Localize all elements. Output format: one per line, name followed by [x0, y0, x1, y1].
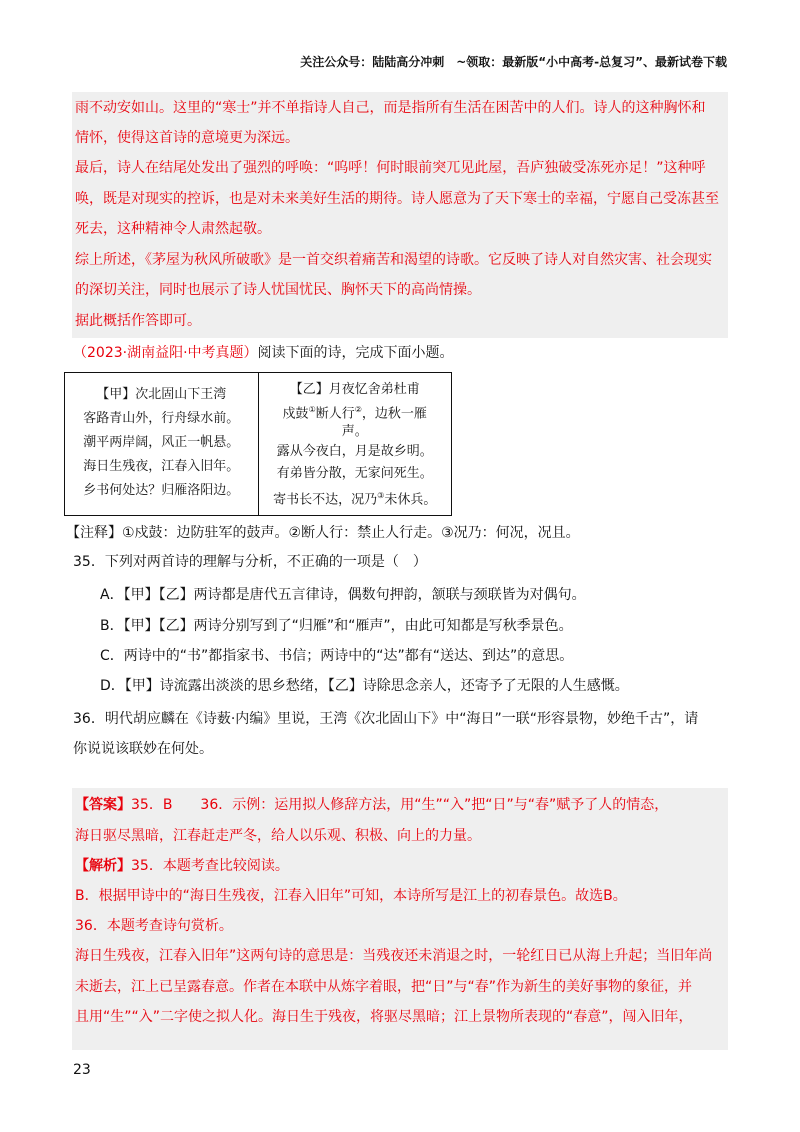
text-line: 的深切关注，同时也展示了诗人忧国忧民、胸怀天下的高尚情操。: [75, 282, 481, 298]
text-line: 综上所述，《茅屋为秋风所破歌》是一首交织着痛苦和渴望的诗歌。它反映了诗人对自然灾害、社会现实: [75, 252, 712, 268]
analysis-line: 【解析】35．本题考查比较阅读。: [75, 858, 289, 874]
analysis-line: 海日生残夜，江春入旧年”这两句诗的意思是：当残夜还未消退之时，一轮红日已从海上升起；当旧年尚: [75, 948, 713, 964]
poem-line: 有弟皆分散，无家问死生。: [276, 466, 433, 482]
analysis-line: 36．本题考查诗句赏析。: [75, 918, 233, 934]
answer-line: 【答案】35．B 36．示例：运用拟人修辞方法，用“生”“入”把“日”与“春”赋予了人的情态，: [75, 797, 669, 813]
analysis-line: 且用“生”“入”二字使之拟人化。海日生于残夜，将驱尽黑暗；江上景物所表现的“春意”，闯入旧年，: [75, 1009, 693, 1025]
text-line: 雨不动安如山。这里的“寒士”并不单指诗人自己，而是指所有生活在困苦中的人们。诗人的这种胸怀和: [75, 100, 706, 116]
analysis-line: 未逝去，江上已呈露春意。作者在本联中从炼字着眼，把“日”与“春”作为新生的美好事物的象征，并: [75, 979, 693, 995]
notes: 【注释】①戍鼓：边防驻军的鼓声。②断人行：禁止人行走。③况乃：何况，况且。: [66, 525, 580, 541]
option-a: A．【甲】【乙】两诗都是唐代五言律诗，偶数句押韵，颔联与颈联皆为对偶句。: [100, 587, 586, 603]
text-line: 最后，诗人在结尾处发出了强烈的呼唤：“呜呼！何时眼前突兀见此屋，吾庐独破受冻死亦足！”这种呼: [75, 160, 706, 176]
question-36: 36．明代胡应麟在《诗薮·内编》里说，王湾《次北固山下》中“海日”一联“形容景物，妙绝千古”，请: [73, 711, 699, 727]
question-intro: [73, 343, 454, 363]
poem-b-title: 【乙】月夜忆舍弟杜甫: [289, 382, 420, 397]
question-35: 35．下列对两首诗的理解与分析，不正确的一项是（ ）: [73, 554, 427, 570]
source-label: （2023·湖南益阳·中考真题）: [73, 345, 258, 361]
text-line: 唤，既是对现实的控诉，也是对未来美好生活的期待。诗人愿意为了天下寒士的幸福，宁愿自己受冻甚至: [75, 191, 719, 207]
poem-line: 寄书长不达，况乃③未休兵。: [273, 491, 437, 508]
option-c: C．两诗中的“书”都指家书、书信；两诗中的“达”都有“送达、到达”的意思。: [100, 648, 574, 664]
page-number: 23: [73, 1062, 91, 1078]
option-d: D．【甲】诗流露出淡淡的思乡愁绪，【乙】诗除思念亲人，还寄予了无限的人生感慨。: [100, 678, 629, 694]
text-line: 死去，这种精神令人肃然起敬。: [75, 221, 271, 237]
poem-line: 海日生残夜，江春入旧年。: [83, 459, 240, 474]
poem-table: [64, 372, 452, 516]
poem-line: 戍鼓①断人行②，边秋一雁: [282, 405, 427, 422]
question-36-cont: 你说说该联妙在何处。: [73, 741, 213, 757]
page-header: 关注公众号：陆陆高分冲刺 ~领取：最新版“小中高考-总复习”、最新试卷下载: [300, 55, 727, 69]
instruction: 阅读下面的诗，完成下面小题。: [257, 345, 454, 361]
text-line: 情怀，使得这首诗的意境更为深远。: [75, 130, 299, 146]
poem-a-title: 【甲】次北固山下王湾: [96, 387, 227, 402]
option-b: B．【甲】【乙】两诗分别写到了“归雁”和“雁声”，由此可知都是写秋季景色。: [100, 618, 573, 634]
poem-line: 潮平两岸阔，风正一帆悬。: [83, 435, 240, 450]
poem-line: 乡书何处达？归雁洛阳边。: [83, 483, 240, 498]
poem-a: [65, 373, 259, 515]
analysis-line: B．根据甲诗中的“海日生残夜，江春入旧年”可知，本诗所写是江上的初春景色。故选B。: [75, 888, 627, 904]
poem-b: [259, 373, 452, 515]
text-line: 据此概括作答即可。: [75, 313, 201, 329]
poem-line: 客路青山外，行舟绿水前。: [83, 411, 240, 426]
poem-line: 露从今夜白，月是故乡明。: [276, 444, 433, 460]
answer-line: 海日驱尽黑暗，江春赶走严冬，给人以乐观、积极、向上的力量。: [75, 828, 481, 844]
poem-line: 声。: [341, 424, 368, 440]
